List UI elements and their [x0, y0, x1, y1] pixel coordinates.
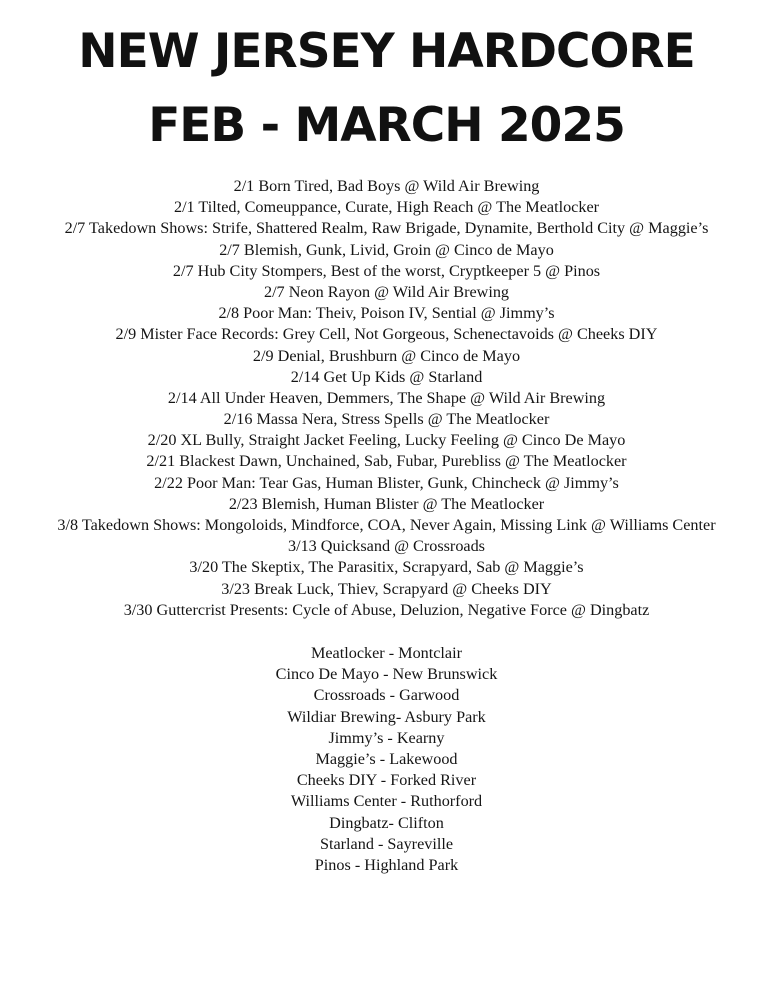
venue-item: Starland - Sayreville — [319, 834, 454, 853]
show-item: 2/8 Poor Man: Theiv, Poison IV, Sential @ Jimmy’s — [218, 304, 555, 323]
show-item: 2/22 Poor Man: Tear Gas, Human Blister, Gunk, Chincheck @ Jimmy’s — [154, 473, 619, 492]
show-item: 3/23 Break Luck, Thiev, Scrapyard @ Cheeks DIY — [221, 579, 552, 598]
show-item: 2/7 Blemish, Gunk, Livid, Groin @ Cinco de Mayo — [219, 240, 554, 259]
show-item: 2/7 Neon Rayon @ Wild Air Brewing — [263, 282, 510, 301]
venue-item: Williams Center - Ruthorford — [290, 792, 483, 811]
show-item: 3/30 Guttercrist Presents: Cycle of Abuse, Deluzion, Negative Force @ Dingbatz — [123, 600, 650, 619]
show-item: 2/1 Tilted, Comeuppance, Curate, High Reach @ The Meatlocker — [173, 198, 600, 217]
show-item: 2/9 Denial, Brushburn @ Cinco de Mayo — [252, 346, 521, 365]
flyer-title-line-2: FEB - MARCH 2025 — [148, 98, 625, 153]
show-item: 2/16 Massa Nera, Stress Spells @ The Meatlocker — [223, 410, 550, 429]
venue-item: Maggie’s - Lakewood — [315, 749, 458, 768]
show-item: 2/21 Blackest Dawn, Unchained, Sab, Fubar, Purebliss @ The Meatlocker — [146, 452, 627, 471]
venue-item: Cinco De Mayo - New Brunswick — [275, 665, 498, 684]
show-item: 2/14 All Under Heaven, Demmers, The Shape @ Wild Air Brewing — [167, 388, 606, 407]
show-item: 3/20 The Skeptix, The Parasitix, Scrapyard, Sab @ Maggie’s — [189, 558, 584, 577]
show-item: 2/1 Born Tired, Bad Boys @ Wild Air Brewing — [233, 177, 540, 195]
venue-item: Jimmy’s - Kearny — [328, 728, 445, 747]
show-item: 2/23 Blemish, Human Blister @ The Meatlocker — [228, 494, 545, 513]
show-item: 2/14 Get Up Kids @ Starland — [290, 367, 483, 386]
show-item: 2/7 Takedown Shows: Strife, Shattered Realm, Raw Brigade, Dynamite, Berthold City @ Maggie’s — [64, 219, 709, 238]
show-item: 2/9 Mister Face Records: Grey Cell, Not Gorgeous, Schenectavoids @ Cheeks DIY — [115, 325, 658, 344]
show-item: 3/13 Quicksand @ Crossroads — [287, 537, 485, 556]
show-item: 2/7 Hub City Stompers, Best of the worst, Cryptkeeper 5 @ Pinos — [172, 261, 601, 280]
venue-item: Cheeks DIY - Forked River — [296, 771, 477, 790]
venue-item: Crossroads - Garwood — [313, 686, 460, 705]
venue-list — [0, 643, 773, 876]
venue-item: Pinos - Highland Park — [314, 855, 459, 874]
show-item: 2/20 XL Bully, Straight Jacket Feeling, Lucky Feeling @ Cinco De Mayo — [147, 431, 626, 450]
flyer-title-line-1: NEW JERSEY HARDCORE — [78, 24, 695, 79]
venue-item: Meatlocker - Montclair — [310, 644, 463, 662]
venue-item: Dingbatz- Clifton — [329, 813, 444, 832]
show-list — [0, 176, 773, 621]
venue-item: Wildiar Brewing- Asbury Park — [287, 707, 486, 726]
show-item: 3/8 Takedown Shows: Mongoloids, Mindforce, COA, Never Again, Missing Link @ Williams Center — [57, 516, 716, 534]
